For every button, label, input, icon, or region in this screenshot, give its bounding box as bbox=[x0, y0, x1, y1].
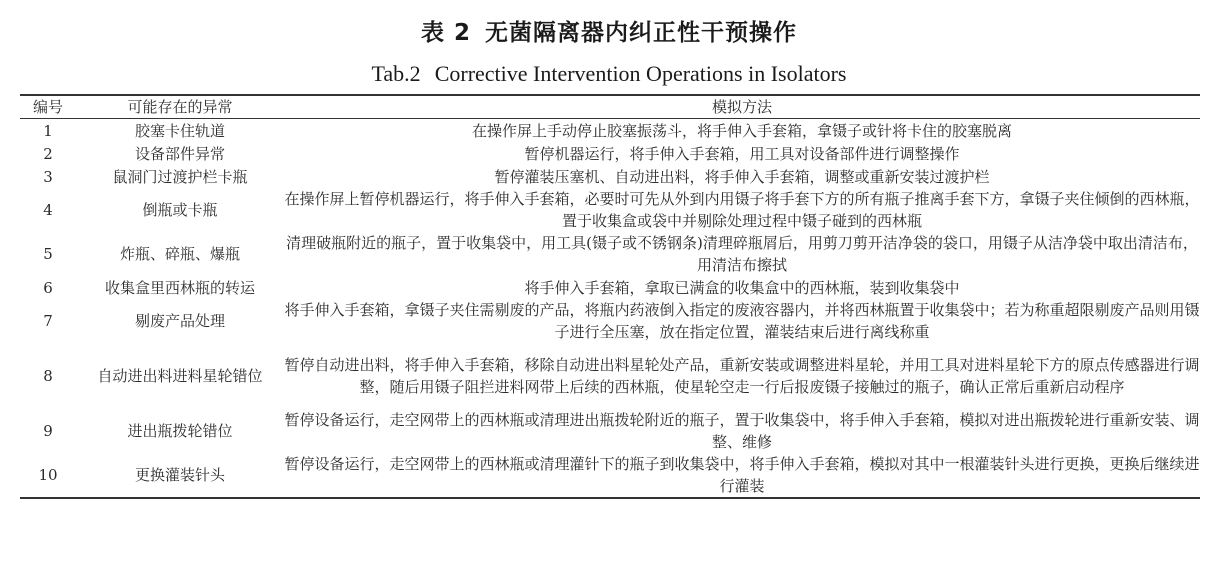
row-method: 清理破瓶附近的瓶子，置于收集袋中，用工具(镊子或不锈钢条)清理碎瓶屑后，用剪刀剪开洁净袋的袋口，用镊子从洁净袋中取出清洁布，用清洁布擦拭 bbox=[286, 234, 1198, 274]
row-method: 暂停机器运行，将手伸入手套箱，用工具对设备部件进行调整操作 bbox=[524, 144, 960, 163]
row-number: 1 bbox=[43, 121, 53, 140]
row-method: 在操作屏上手动停止胶塞振荡斗，将手伸入手套箱，拿镊子或针将卡住的胶塞脱离 bbox=[471, 121, 1012, 140]
table-row bbox=[20, 232, 1200, 276]
table-row bbox=[20, 119, 1200, 143]
table-number-english: Tab.2 bbox=[371, 61, 421, 86]
row-issue: 设备部件异常 bbox=[134, 144, 225, 163]
row-method: 将手伸入手套箱，拿取已满盒的收集盒中的西林瓶，装到收集袋中 bbox=[524, 278, 960, 297]
row-issue: 剔废产品处理 bbox=[134, 312, 225, 330]
table-caption-english bbox=[0, 60, 1218, 88]
row-method: 暂停设备运行，走空网带上的西林瓶或清理进出瓶拨轮附近的瓶子，置于收集袋中，将手伸入手套箱，模拟对进出瓶拨轮进行重新安装、调整、维修 bbox=[284, 411, 1200, 451]
row-number: 5 bbox=[43, 245, 53, 263]
table-title-english: Corrective Intervention Operations in Isolators bbox=[434, 61, 847, 86]
row-issue: 炸瓶、碎瓶、爆瓶 bbox=[119, 245, 240, 263]
row-issue: 更换灌装针头 bbox=[134, 466, 225, 484]
table-row bbox=[20, 165, 1200, 188]
table-row bbox=[20, 188, 1200, 232]
row-issue: 鼠洞门过渡护栏卡瓶 bbox=[112, 167, 248, 186]
header-method: 模拟方法 bbox=[711, 98, 772, 116]
row-number: 6 bbox=[43, 278, 53, 297]
row-number: 10 bbox=[38, 466, 58, 484]
row-method: 在操作屏上暂停机器运行，将手伸入手套箱，必要时可先从外到内用镊子将手套下方的所有瓶子推离手套下方，拿镊子夹住倾倒的西林瓶，置于收集盒或袋中并剔除处理过程中镊子碰到的西林瓶 bbox=[284, 190, 1200, 230]
row-number: 4 bbox=[43, 201, 53, 219]
row-number: 2 bbox=[43, 144, 53, 163]
table-title-chinese: 无菌隔离器内纠正性干预操作 bbox=[485, 20, 797, 46]
row-method: 将手伸入手套箱，拿镊子夹住需剔废的产品，将瓶内药液倒入指定的废液容器内，并将西林瓶置于收集袋中；若为称重超限剔废产品则用镊子进行全压塞，放在指定位置，灌装结束后进行离线称重 bbox=[284, 301, 1200, 341]
row-issue: 进出瓶拨轮错位 bbox=[127, 422, 233, 440]
table-row bbox=[20, 142, 1200, 165]
row-number: 7 bbox=[43, 312, 53, 330]
header-number: 编号 bbox=[32, 98, 63, 116]
row-method: 暂停灌装压塞机、自动进出料，将手伸入手套箱，调整或重新安装过渡护栏 bbox=[494, 167, 990, 186]
intervention-table bbox=[20, 94, 1200, 499]
row-number: 3 bbox=[43, 167, 53, 186]
row-number: 9 bbox=[43, 422, 53, 440]
row-issue: 收集盒里西林瓶的转运 bbox=[104, 278, 255, 297]
row-issue: 胶塞卡住轨道 bbox=[134, 121, 225, 140]
header-issue: 可能存在的异常 bbox=[127, 98, 233, 116]
row-issue: 倒瓶或卡瓶 bbox=[142, 201, 218, 219]
row-method: 暂停自动进出料，将手伸入手套箱，移除自动进出料星轮处产品，重新安装或调整进料星轮，并用工具对进料星轮下方的原点传感器进行调整，随后用镊子阻拦进料网带上后续的西林瓶，使星轮空走一行后报废镊子接触过的瓶子，确认正常后重新启动程序 bbox=[284, 356, 1200, 396]
table-row bbox=[20, 409, 1200, 453]
row-method: 暂停设备运行，走空网带上的西林瓶或清理灌针下的瓶子到收集袋中，将手伸入手套箱，模拟对其中一根灌装针头进行更换，更换后继续进行灌装 bbox=[284, 455, 1200, 495]
table-row bbox=[20, 276, 1200, 299]
table-row bbox=[20, 453, 1200, 498]
row-issue: 自动进出料进料星轮错位 bbox=[97, 367, 263, 385]
table-row bbox=[20, 299, 1200, 343]
table-header-row bbox=[20, 95, 1200, 119]
table-row bbox=[20, 343, 1200, 409]
table-caption-chinese bbox=[0, 18, 1218, 48]
table-number-chinese: 表 2 bbox=[420, 20, 471, 46]
row-number: 8 bbox=[43, 367, 53, 385]
